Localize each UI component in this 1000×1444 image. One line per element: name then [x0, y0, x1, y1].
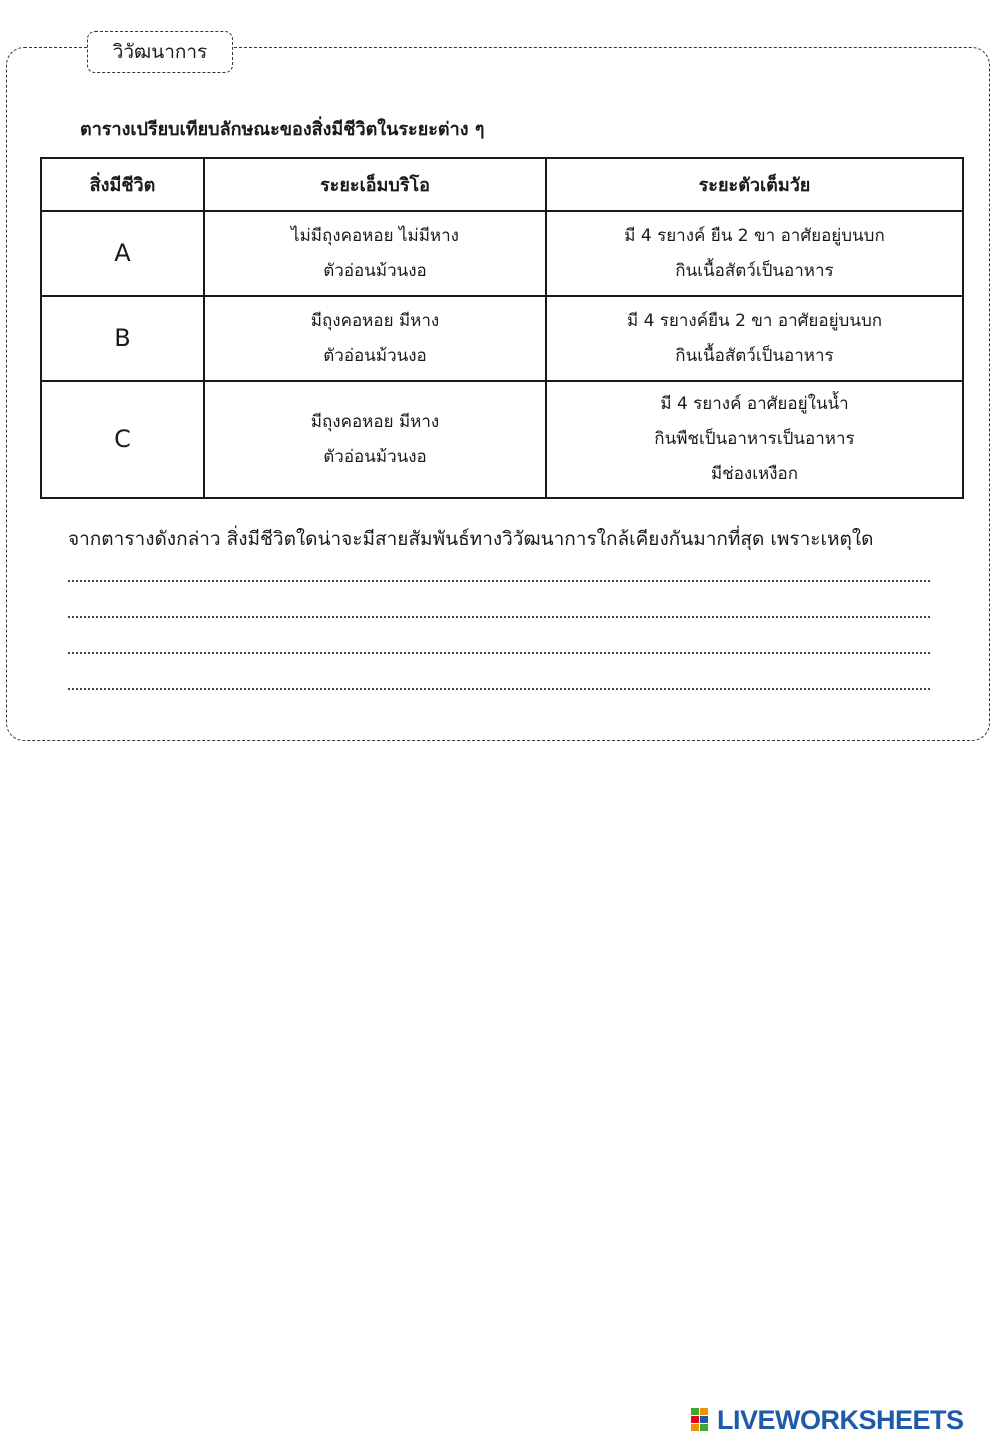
adult-cell [546, 296, 963, 381]
header-organism: สิ่งมีชีวิต [41, 158, 204, 211]
liveworksheets-logo-icon [691, 1408, 717, 1432]
table-caption: ตารางเปรียบเทียบลักษณะของสิ่งมีชีวิตในระยะต่าง ๆ [80, 119, 485, 140]
cell-line: มีช่องเหงือก [710, 464, 799, 484]
comparison-table [40, 157, 964, 499]
embryo-cell [204, 296, 546, 381]
answer-line-1[interactable] [68, 580, 930, 582]
cell-line: ตัวอ่อนม้วนงอ [323, 260, 427, 281]
cell-line: มี 4 รยางค์ยืน 2 ขา อาศัยอยู่บนบก [626, 310, 883, 331]
cell-line: กินเนื้อสัตว์เป็นอาหาร [675, 345, 834, 366]
brand-name: LIVEWORKSHEETS [717, 1404, 964, 1435]
cell-line: กินเนื้อสัตว์เป็นอาหาร [675, 260, 834, 281]
question-text: จากตารางดังกล่าว สิ่งมีชีวิตใดน่าจะมีสายสัมพันธ์ทางวิวัฒนาการใกล้เคียงกันมากที่สุด เพราะเหตุใด [68, 528, 874, 550]
table-row [41, 211, 963, 296]
answer-line-2[interactable] [68, 616, 930, 618]
section-tag [87, 31, 233, 73]
table-row [41, 381, 963, 498]
answer-line-3[interactable] [68, 652, 930, 654]
embryo-cell [204, 381, 546, 498]
cell-line: ตัวอ่อนม้วนงอ [323, 345, 427, 366]
cell-line: กินพืชเป็นอาหารเป็นอาหาร [654, 429, 855, 449]
organism-cell: B [41, 296, 204, 381]
cell-line: มีถุงคอหอย มีหาง [310, 310, 440, 331]
cell-line: มีถุงคอหอย มีหาง [310, 411, 440, 432]
table-header-row [41, 158, 963, 211]
section-tag-label: วิวัฒนาการ [112, 41, 208, 63]
adult-cell [546, 381, 963, 498]
cell-line: มี 4 รยางค์ อาศัยอยู่ในน้ำ [660, 394, 849, 414]
cell-line: มี 4 รยางค์ ยืน 2 ขา อาศัยอยู่บนบก [624, 225, 885, 246]
organism-cell: A [41, 211, 204, 296]
adult-cell [546, 211, 963, 296]
header-adult-stage: ระยะตัวเต็มวัย [546, 158, 963, 211]
cell-line: ตัวอ่อนม้วนงอ [323, 446, 427, 467]
cell-line: ไม่มีถุงคอหอย ไม่มีหาง [291, 225, 459, 246]
table-row [41, 296, 963, 381]
liveworksheets-logo [691, 1405, 964, 1435]
header-embryo-stage: ระยะเอ็มบริโอ [204, 158, 546, 211]
organism-cell: C [41, 381, 204, 498]
embryo-cell [204, 211, 546, 296]
answer-line-4[interactable] [68, 688, 930, 690]
